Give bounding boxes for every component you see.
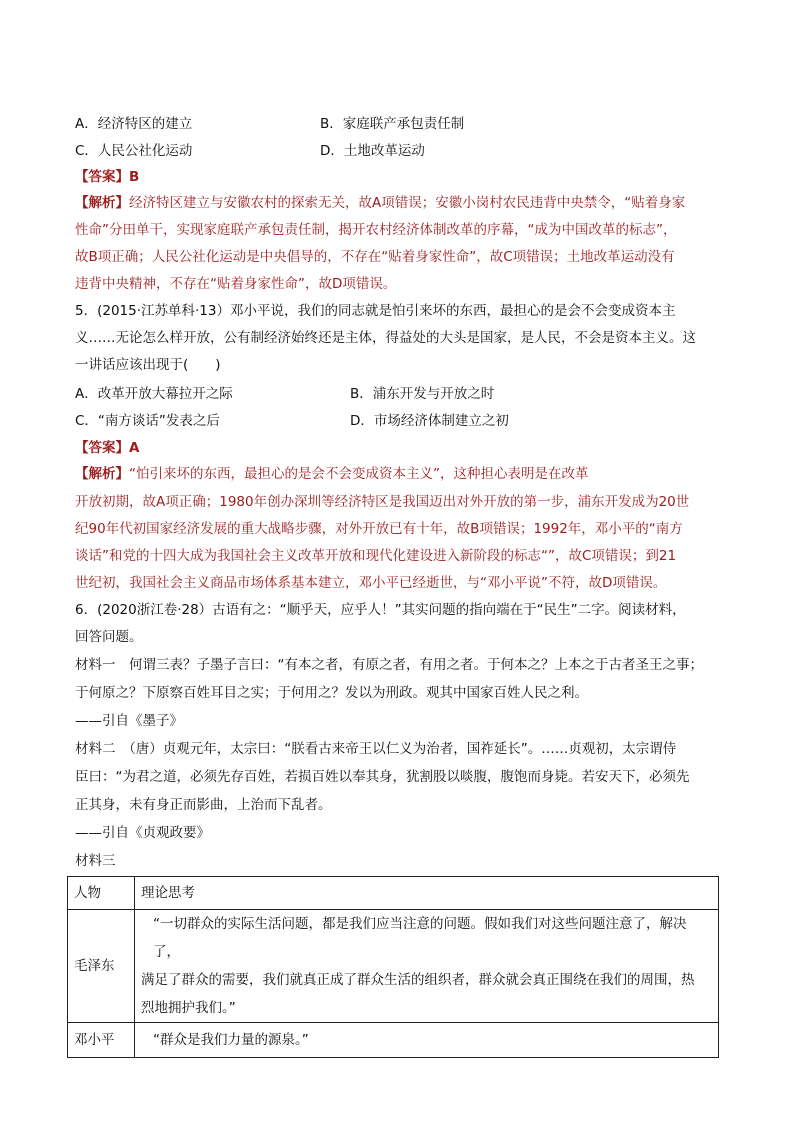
quote-line: “一切群众的实际生活问题，都是我们应当注意的问题。假如我们对这些问题注意了，解决了，: [153, 916, 687, 960]
table-row: [68, 910, 719, 1023]
person-cell: 邓小平: [68, 1023, 135, 1058]
material1-line: 于何原之？下原察百姓耳目之实；于何用之？发以为刑政。观其中国家百姓人民之利。: [75, 685, 588, 701]
analysis-text: 经济特区建立与安徽农村的探索无关，故A项错误；安徽小岗村农民违背中央禁令，“贴着身家: [129, 195, 686, 211]
q5-analysis-line: 谈话”和党的十四大成为我国社会主义改革开放和现代化建设进入新阶段的标志“”，故C项错误；到21: [75, 548, 677, 564]
q6-stem-line: 回答问题。: [75, 629, 143, 645]
material2-line: 臣曰：“为君之道，必须先存百姓，若损百姓以奉其身，犹割股以啖腹，腹饱而身毙。若安天下，必须先: [75, 769, 690, 785]
material3-label: 材料三: [75, 853, 116, 869]
q5-analysis-line: 开放初期，故A项正确；1980年创办深圳等经济特区是我国迈出对外开放的第一步，浦东开发成为20世: [75, 494, 690, 510]
material2-source: ——引自《贞观政要》: [75, 825, 210, 841]
material2-line: 正其身，未有身正而影曲，上治而下乱者。: [75, 797, 332, 813]
q4-analysis-line: 性命”分田单干，实现家庭联产承包责任制，揭开农村经济体制改革的序幕，“成为中国改革的标志”，: [75, 222, 677, 238]
analysis-tag: 【解析】: [75, 466, 129, 482]
q5-option-c: C．“南方谈话”发表之后: [75, 413, 220, 429]
material1-line: 材料一 何谓三表？子墨子言曰：“有本之者，有原之者，有用之者。于何本之？上本之于古者圣王之事；: [75, 657, 703, 673]
q4-analysis-line: [75, 193, 685, 213]
quote-line: 烈地拥护我们。”: [141, 1000, 236, 1016]
q5-answer: [75, 438, 139, 458]
q4-analysis-line: 故B项正确；人民公社化运动是中央倡导的，不存在“贴着身家性命”，故C项错误；土地改革运动没有: [75, 249, 675, 265]
q6-stem-line: 6．(2020浙江卷·28）古语有之：“顺乎天，应乎人！”其实问题的指向端在于“民生”二字。阅读材料，: [75, 602, 686, 618]
q5-option-a: A．改革开放大幕拉开之际: [75, 386, 233, 402]
header-person: 人物: [68, 877, 135, 910]
q5-stem-line: 义……无论怎么样开放，公有制经济始终还是主体，得益处的大头是国家，是人民，不会是资本主义。这: [75, 330, 696, 346]
header-thought: 理论思考: [135, 877, 719, 910]
q4-option-a: A．经济特区的建立: [75, 116, 193, 132]
q5-option-d: D．市场经济体制建立之初: [350, 413, 509, 429]
q5-stem-line: 一讲话应该出现于( ): [75, 357, 221, 373]
person-cell: 毛泽东: [68, 910, 135, 1023]
answer-value: A: [129, 440, 140, 456]
q4-analysis-line: 违背中央精神，不存在“贴着身家性命”，故D项错误。: [75, 276, 397, 292]
thought-cell: [135, 1023, 719, 1058]
table-header-row: [68, 877, 719, 910]
q4-option-c: C．人民公社化运动: [75, 143, 193, 159]
q4-option-d: D．土地改革运动: [320, 143, 425, 159]
answer-tag: 【答案】: [75, 169, 129, 185]
q5-analysis-line: 纪90年代初国家经济发展的重大战略步骤，对外开放已有十年，故B项错误；1992年，邓小平的“南方: [75, 521, 683, 537]
analysis-tag: 【解析】: [75, 195, 129, 211]
material1-source: ——引自《墨子》: [75, 713, 183, 729]
answer-value: B: [129, 169, 140, 185]
analysis-text: “怕引来坏的东西，最担心的是会不会变成资本主义”，这种担心表明是在改革: [129, 466, 589, 482]
answer-tag: 【答案】: [75, 440, 129, 456]
q5-stem-line: 5．(2015·江苏单科·13）邓小平说，我们的同志就是怕引来坏的东西，最担心的是会不会变成资本主: [75, 303, 676, 319]
quote-line: 满足了群众的需要，我们就真正成了群众生活的组织者，群众就会真正围绕在我们的周围，热: [141, 972, 695, 988]
q5-analysis-line: [75, 464, 589, 484]
q4-option-b: B．家庭联产承包责任制: [320, 116, 465, 132]
q4-answer: [75, 167, 139, 187]
thought-cell: [135, 910, 719, 1023]
q5-option-b: B．浦东开发与开放之时: [350, 386, 495, 402]
material3-table: [67, 876, 719, 1058]
quote-line: “群众是我们力量的源泉。”: [153, 1032, 309, 1048]
material2-line: 材料二 （唐）贞观元年，太宗曰：“朕看古来帝王以仁义为治者，国祚延长”。……贞观初，太宗谓侍: [75, 741, 677, 757]
q5-analysis-line: 世纪初，我国社会主义商品市场体系基本建立，邓小平已经逝世，与“邓小平说”不符，故D项错误。: [75, 575, 667, 591]
table-row: [68, 1023, 719, 1058]
